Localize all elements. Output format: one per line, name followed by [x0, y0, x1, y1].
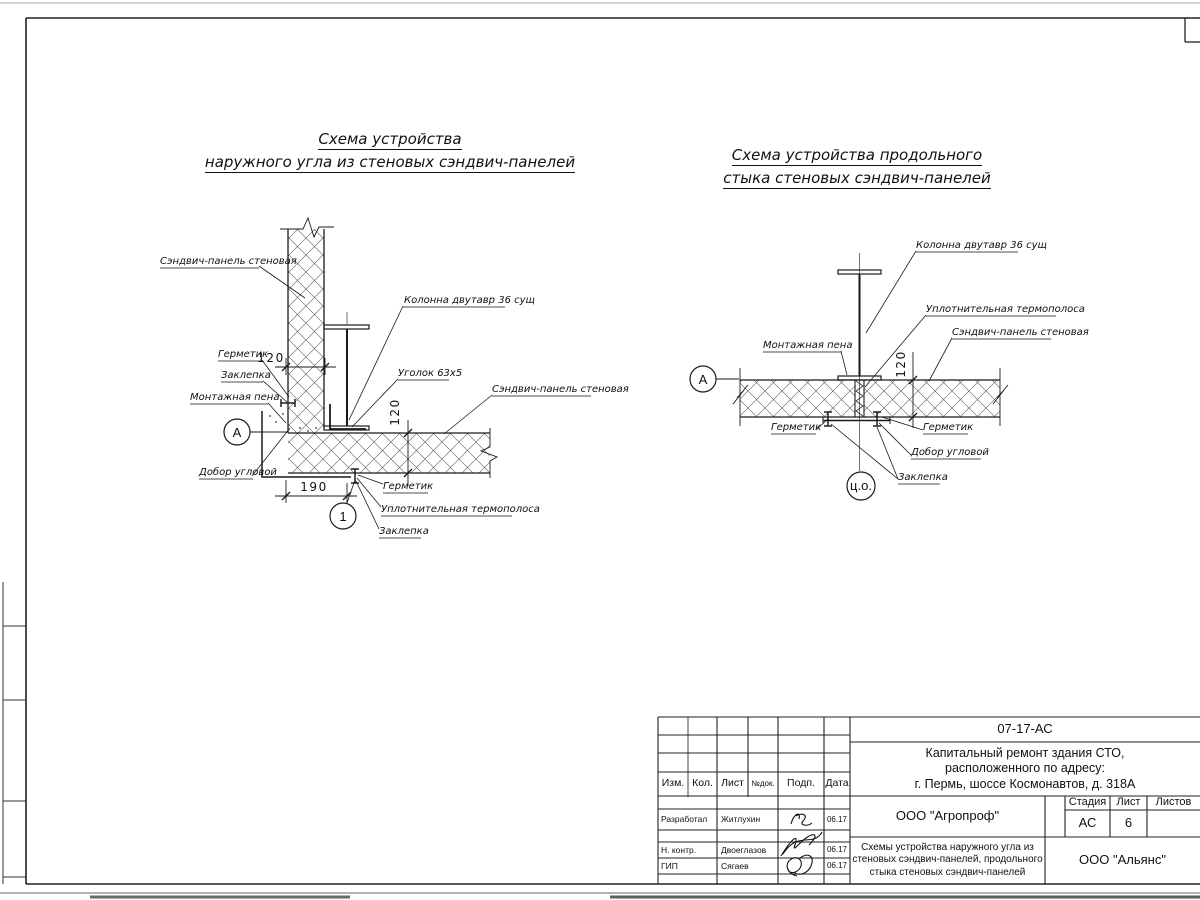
sheet-label: Лист — [1116, 796, 1141, 809]
label-sealant-bottom: Герметик — [383, 481, 434, 492]
title-line: стыка стеновых сэндвич-панелей — [723, 169, 991, 187]
label-angle: Уголок 63х5 — [398, 368, 463, 379]
label-sealant-right: Герметик — [923, 422, 974, 433]
row-name: Двоеглазов — [721, 844, 767, 855]
col-header-kol: Кол. — [692, 777, 713, 790]
col-header-list: Лист — [721, 777, 744, 790]
joint-detail-diagram — [690, 240, 1089, 500]
dim-wall-120: 120 — [257, 351, 285, 365]
customer-org: ООО "Альянс" — [1079, 852, 1166, 868]
sandwich-panels — [733, 368, 1008, 426]
col-header-docno: №док. — [751, 779, 775, 788]
right-diagram-title — [637, 146, 1077, 192]
theme-line: стеновых сэндвич-панелей, продольного — [852, 854, 1043, 866]
label-thermo-strip: Уплотнительная термополоса — [381, 504, 540, 515]
sheet-theme — [850, 837, 1045, 884]
label-panel-wall: Сэндвич-панель стеновая — [160, 256, 297, 267]
signature-icon — [791, 814, 812, 825]
theme-line: стыка стеновых сэндвич-панелей — [869, 866, 1026, 878]
label-corner-trim: Добор угловой — [911, 447, 989, 458]
label-rivet: Заклепка — [221, 370, 271, 381]
project-name — [850, 742, 1200, 796]
row-role: ГИП — [661, 860, 678, 871]
col-header-data: Дата — [825, 777, 849, 790]
label-panel-wall: Сэндвич-панель стеновая — [952, 327, 1089, 338]
doc-number: 07-17-АС — [997, 721, 1053, 737]
side-stamp-grid — [3, 582, 26, 884]
designer-org: ООО "Агропроф" — [895, 808, 1000, 824]
col-header-izm: Изм. — [661, 777, 685, 790]
title-line: Схема устройства продольного — [731, 146, 983, 164]
title-line: наружного угла из стеновых сэндвич-панелей — [204, 153, 576, 171]
stage-label: Стадия — [1068, 796, 1107, 809]
axis-mark — [690, 366, 739, 392]
axis-letter: А — [232, 425, 242, 440]
row-role: Н. контр. — [661, 844, 697, 855]
row-date: 06.17 — [826, 861, 848, 870]
dim-corner-190: 190 — [300, 480, 328, 494]
project-line: г. Пермь, шоссе Космонавтов, д. 318А — [914, 776, 1136, 791]
project-line: расположенного по адресу: — [945, 761, 1105, 776]
label-foam: Монтажная пена — [190, 392, 280, 403]
row-date: 06.17 — [826, 814, 848, 824]
signatures — [781, 814, 822, 876]
label-rivet-bottom: Заклепка — [379, 526, 429, 537]
leader-lines — [816, 251, 952, 479]
sandwich-panels — [280, 218, 497, 478]
label-corner-trim: Добор угловой — [199, 467, 277, 478]
label-panel-wall-2: Сэндвич-панель стеновая — [492, 384, 629, 395]
row-role: Разработал — [661, 814, 708, 825]
signature-icon — [781, 832, 822, 856]
dim-panel-120: 120 — [894, 350, 908, 378]
corner-detail-diagram — [160, 218, 629, 538]
dim-panel-120: 120 — [388, 398, 402, 426]
title-line: Схема устройства — [318, 130, 462, 148]
column-ibeam — [838, 253, 881, 471]
label-thermo-strip: Уплотнительная термополоса — [926, 304, 1085, 315]
corner-trim-profile — [823, 417, 890, 424]
row-date: 06.17 — [826, 845, 848, 854]
label-sealant-left: Герметик — [771, 422, 822, 433]
col-header-podp: Подп. — [787, 777, 815, 790]
theme-line: Схемы устройства наружного угла из — [861, 841, 1034, 853]
center-label: ц.о. — [850, 478, 872, 493]
stage-value: АС — [1078, 815, 1097, 831]
label-rivet: Заклепка — [898, 472, 948, 483]
detail-number: 1 — [339, 509, 347, 524]
labels — [160, 256, 629, 538]
sheets-label: Листов — [1155, 796, 1192, 809]
left-diagram-title — [170, 130, 610, 176]
axis-letter: А — [698, 372, 708, 387]
label-foam: Монтажная пена — [763, 340, 853, 351]
label-column: Колонна двутавр 36 сущ — [404, 295, 535, 306]
labels — [763, 240, 1089, 484]
project-line: Капитальный ремонт здания СТО, — [925, 745, 1125, 760]
sheet-value: 6 — [1124, 815, 1133, 831]
row-name: Житлухин — [721, 814, 761, 825]
label-column: Колонна двутавр 36 сущ — [916, 240, 1047, 251]
label-sealant: Герметик — [218, 349, 269, 360]
row-name: Сягаев — [721, 860, 749, 871]
